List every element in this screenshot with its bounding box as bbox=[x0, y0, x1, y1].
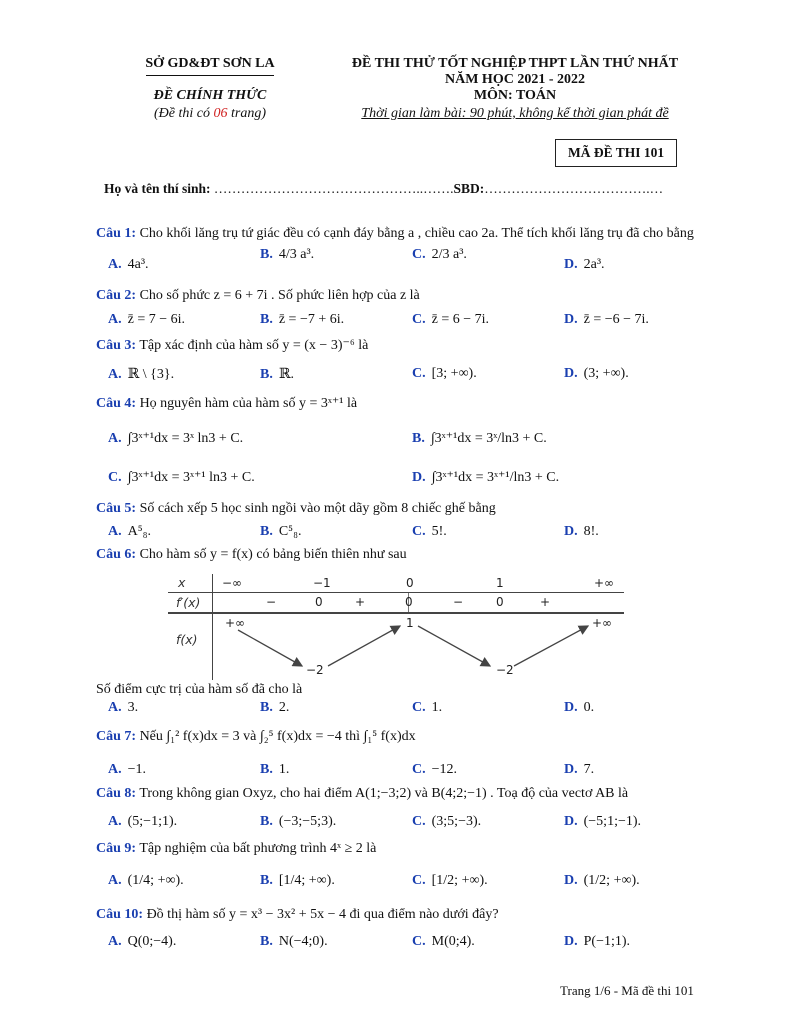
question-4: Câu 4: Họ nguyên hàm của hàm số y = 3ˣ⁺¹ là bbox=[96, 396, 358, 411]
official-label: ĐỀ CHÍNH THỨC bbox=[153, 88, 267, 103]
q4-option-d[interactable]: D. ∫3ˣ⁺¹dx = 3ˣ⁺¹/ln3 + C. bbox=[412, 470, 560, 485]
variation-table bbox=[168, 574, 624, 680]
question-6: Câu 6: Cho hàm số y = f(x) có bảng biến thiên như sau bbox=[96, 547, 407, 562]
question-1: Câu 1: Cho khối lăng trụ tứ giác đều có cạnh đáy bằng a , chiều cao 2a. Thể tích khối lăng trụ đã cho bằng bbox=[96, 226, 694, 241]
q1-option-d[interactable]: D. 2a³. bbox=[564, 257, 605, 272]
q3-option-a[interactable]: A. ℝ \ {3}. bbox=[108, 367, 175, 382]
question-9: Câu 9: Tập nghiệm của bất phương trình 4ˣ ≥ 2 là bbox=[96, 841, 377, 856]
f-value: +∞ bbox=[592, 616, 613, 630]
q1-option-c[interactable]: C. 2/3 a³. bbox=[412, 247, 467, 262]
page-footer: Trang 1/6 - Mã đề thi 101 bbox=[560, 983, 694, 998]
fp-zero: 0 bbox=[315, 595, 323, 609]
x-value: 0 bbox=[406, 576, 414, 590]
exam-code-box: MÃ ĐỀ THI 101 bbox=[555, 139, 677, 167]
q6-option-c[interactable]: C. 1. bbox=[412, 700, 443, 715]
exam-title-2: NĂM HỌC 2021 - 2022 bbox=[445, 72, 585, 87]
q10-option-b[interactable]: B. N(−4;0). bbox=[260, 934, 328, 949]
q3-option-b[interactable]: B. ℝ. bbox=[260, 367, 294, 382]
variation-arrows bbox=[168, 574, 624, 680]
arrow-decreasing bbox=[238, 630, 302, 666]
fp-zero: 0 bbox=[405, 595, 413, 609]
q9-option-c[interactable]: C. [1/2; +∞). bbox=[412, 873, 488, 888]
q1-option-a[interactable]: A. 4a³. bbox=[108, 257, 149, 272]
arrow-decreasing bbox=[418, 626, 490, 666]
question-2: Câu 2: Cho số phức z = 6 + 7i . Số phức liên hợp của z là bbox=[96, 288, 420, 303]
page-count-note: (Đề thi có 06 trang) bbox=[154, 106, 266, 121]
question-7: Câu 7: Nếu ∫₁² f(x)dx = 3 và ∫₂⁵ f(x)dx = −4 thì ∫₁⁵ f(x)dx bbox=[96, 729, 416, 744]
q10-option-d[interactable]: D. P(−1;1). bbox=[564, 934, 631, 949]
question-5: Câu 5: Số cách xếp 5 học sinh ngồi vào một dãy gồm 8 chiếc ghế bằng bbox=[96, 501, 496, 516]
f-value: −2 bbox=[306, 663, 324, 677]
duration-note: Thời gian làm bài: 90 phút, không kể thời gian phát đề bbox=[361, 106, 669, 121]
f-value: +∞ bbox=[225, 616, 246, 630]
q3-option-d[interactable]: D. (3; +∞). bbox=[564, 366, 629, 381]
q5-option-d[interactable]: D. 8!. bbox=[564, 524, 599, 539]
fp-sign: − bbox=[453, 595, 464, 609]
row-label-x: x bbox=[178, 575, 186, 590]
question-6-prompt: Số điểm cực trị của hàm số đã cho là bbox=[96, 682, 303, 697]
fp-zero: 0 bbox=[496, 595, 504, 609]
q2-option-b[interactable]: B. z̄ = −7 + 6i. bbox=[260, 312, 345, 327]
fp-sign: + bbox=[540, 595, 551, 609]
question-10: Câu 10: Đồ thị hàm số y = x³ − 3x² + 5x − 4 đi qua điểm nào dưới đây? bbox=[96, 907, 499, 922]
q8-option-c[interactable]: C. (3;5;−3). bbox=[412, 814, 482, 829]
row-label-f: f(x) bbox=[176, 632, 198, 647]
q5-option-b[interactable]: B. C⁵₈. bbox=[260, 524, 302, 539]
q4-option-a[interactable]: A. ∫3ˣ⁺¹dx = 3ˣ ln3 + C. bbox=[108, 431, 244, 446]
q7-option-d[interactable]: D. 7. bbox=[564, 762, 595, 777]
q2-option-d[interactable]: D. z̄ = −6 − 7i. bbox=[564, 312, 649, 327]
q10-option-c[interactable]: C. M(0;4). bbox=[412, 934, 475, 949]
q4-option-c[interactable]: C. ∫3ˣ⁺¹dx = 3ˣ⁺¹ ln3 + C. bbox=[108, 470, 255, 485]
q6-option-b[interactable]: B. 2. bbox=[260, 700, 290, 715]
subject-name: MÔN: TOÁN bbox=[473, 88, 557, 103]
fp-sign: + bbox=[355, 595, 366, 609]
f-value: −2 bbox=[496, 663, 514, 677]
q9-option-d[interactable]: D. (1/2; +∞). bbox=[564, 873, 640, 888]
q7-option-c[interactable]: C. −12. bbox=[412, 762, 458, 777]
q7-option-b[interactable]: B. 1. bbox=[260, 762, 290, 777]
q3-option-c[interactable]: C. [3; +∞). bbox=[412, 366, 477, 381]
q8-option-d[interactable]: D. (−5;1;−1). bbox=[564, 814, 642, 829]
q6-option-d[interactable]: D. 0. bbox=[564, 700, 595, 715]
question-3: Câu 3: Tập xác định của hàm số y = (x − 3)⁻⁶ là bbox=[96, 338, 369, 353]
f-value: 1 bbox=[406, 616, 414, 630]
arrow-increasing bbox=[514, 626, 588, 666]
x-value: −1 bbox=[313, 576, 331, 590]
q2-option-c[interactable]: C. z̄ = 6 − 7i. bbox=[412, 312, 490, 327]
q8-option-a[interactable]: A. (5;−1;1). bbox=[108, 814, 178, 829]
arrow-increasing bbox=[328, 626, 400, 666]
q9-option-a[interactable]: A. (1/4; +∞). bbox=[108, 873, 184, 888]
q8-option-b[interactable]: B. (−3;−5;3). bbox=[260, 814, 337, 829]
q5-option-c[interactable]: C. 5!. bbox=[412, 524, 447, 539]
exam-title-1: ĐỀ THI THỬ TỐT NGHIỆP THPT LẦN THỨ NHẤT bbox=[351, 56, 679, 71]
student-info-line: Họ và tên thí sinh: ………………………………………..…….SBD:……………………………….… bbox=[104, 181, 664, 196]
x-value: 1 bbox=[496, 576, 504, 590]
row-label-fp: f′(x) bbox=[176, 595, 201, 610]
x-value: +∞ bbox=[594, 576, 615, 590]
q9-option-b[interactable]: B. [1/4; +∞). bbox=[260, 873, 335, 888]
question-8: Câu 8: Trong không gian Oxyz, cho hai điểm A(1;−3;2) và B(4;2;−1) . Toạ độ của vectơ AB là bbox=[96, 786, 629, 801]
q6-option-a[interactable]: A. 3. bbox=[108, 700, 139, 715]
fp-sign: − bbox=[266, 595, 277, 609]
q4-option-b[interactable]: B. ∫3ˣ⁺¹dx = 3ˣ/ln3 + C. bbox=[412, 431, 547, 446]
q1-option-b[interactable]: B. 4/3 a³. bbox=[260, 247, 315, 262]
q2-option-a[interactable]: A. z̄ = 7 − 6i. bbox=[108, 312, 186, 327]
department-name: SỞ GD&ĐT SƠN LA bbox=[145, 56, 275, 71]
q10-option-a[interactable]: A. Q(0;−4). bbox=[108, 934, 177, 949]
q7-option-a[interactable]: A. −1. bbox=[108, 762, 147, 777]
q5-option-a[interactable]: A. A⁵₈. bbox=[108, 524, 151, 539]
department-underline bbox=[146, 75, 274, 76]
x-value: −∞ bbox=[222, 576, 243, 590]
